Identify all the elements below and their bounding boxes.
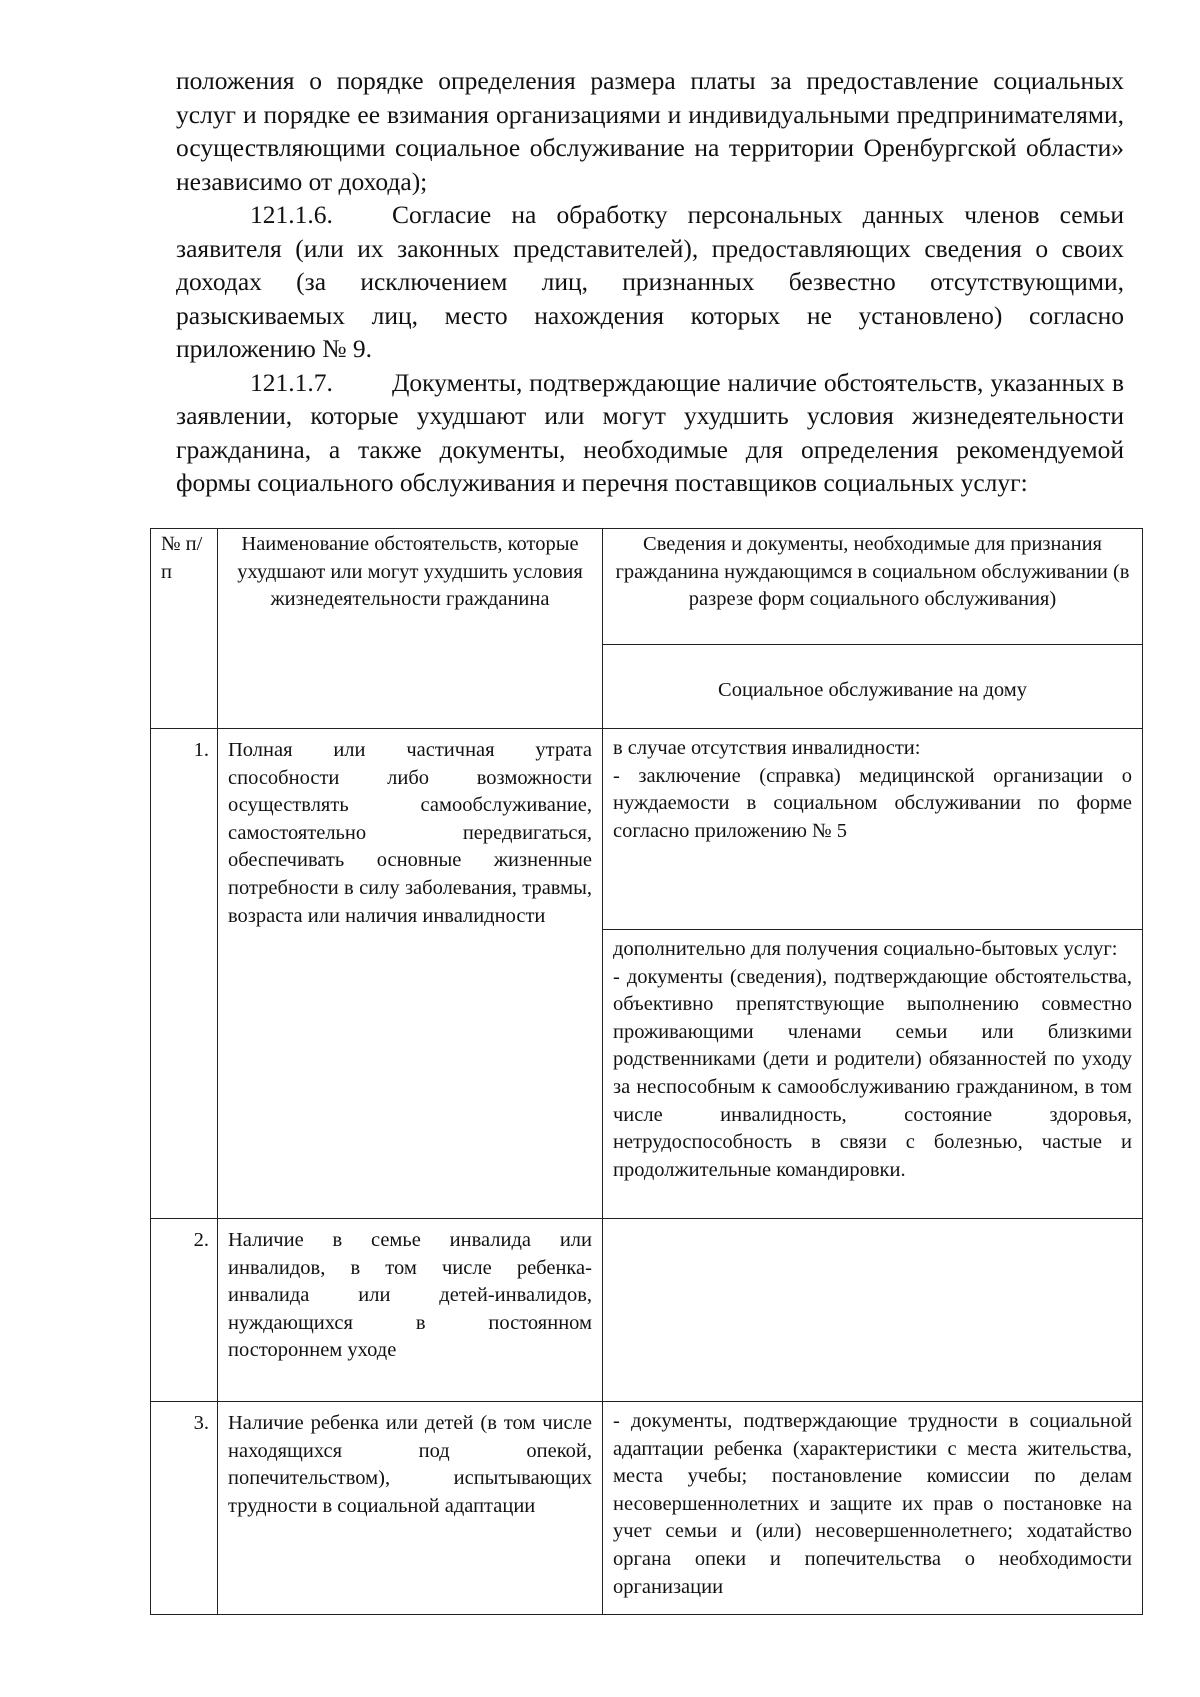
row-number: 3. <box>151 1402 218 1615</box>
clause-text: Согласие на обработку персональных данных членов семьи заявителя (или их законных представителей), предоставляющих сведения о своих доходах (за исключением лиц, признанных безвестно отсутствующими, разыскиваемых лиц, место нахождения которых не установлено) согласно приложению № 9. <box>176 200 1124 363</box>
table-row <box>151 1219 1143 1402</box>
clause-121-1-7 <box>176 366 1124 500</box>
header-number: № п/п <box>151 529 218 729</box>
documents-line: в случае отсутствия инвалидности: <box>613 737 921 759</box>
row-documents <box>603 729 1143 930</box>
clause-number: 121.1.7. <box>250 367 333 397</box>
documents-line: - заключение (справка) медицинской организации о нуждаемости в социальном обслуживании по форме согласно приложению № 5 <box>613 764 1132 842</box>
row-circumstance: Наличие в семье инвалида или инвалидов, в том числе ребенка-инвалида или детей-инвалидов, нуждающихся в постоянном постороннем уходе <box>218 1219 603 1402</box>
row-documents <box>603 930 1143 1219</box>
row-documents <box>603 1219 1143 1402</box>
clause-number: 121.1.6. <box>250 200 333 229</box>
clause-text: Документы, подтверждающие наличие обстоятельств, указанных в заявлении, которые ухудшают или могут ухудшить условия жизнедеятельности гражданина, а также документы, необходимые для определения рекомендуемой формы социального обслуживания и перечня поставщиков социальных услуг: <box>176 367 1124 497</box>
header-documents: Сведения и документы, необходимые для признания гражданина нуждающимся в социальном обслуживании (в разрезе форм социального обслуживания) <box>603 529 1143 645</box>
documents-line: - документы (сведения), подтверждающие обстоятельства, объективно препятствующие выполнению совместно проживающими членами семьи или близкими родственниками (дети и родители) обязанностей по уходу за неспособным к самообслуживанию гражданином, в том числе инвалидность, состояние здоровья, нетрудоспособность в связи с болезнью, частые и продолжительные командировки. <box>613 965 1132 1181</box>
clause-121-1-6 <box>176 198 1124 366</box>
table-row <box>151 1402 1143 1615</box>
documents-line: дополнительно для получения социально-бытовых услуг: <box>613 938 1118 960</box>
row-number: 2. <box>151 1219 218 1402</box>
intro-continuation: положения о порядке определения размера платы за предоставление социальных услуг и порядке ее взимания организациями и индивидуальными предпринимателями, осуществляющими социальное обслуживание на территории Оренбургской области» независимо от дохода); <box>176 66 1124 196</box>
header-service-form: Социальное обслуживание на дому <box>603 645 1143 729</box>
header-circumstance: Наименование обстоятельств, которые ухудшают или могут ухудшить условия жизнедеятельности гражданина <box>218 529 603 729</box>
intro-text <box>176 64 1124 500</box>
table-row <box>151 729 1143 930</box>
row-circumstance: Наличие ребенка или детей (в том числе находящихся под опекой, попечительством), испытывающих трудности в социальной адаптации <box>218 1402 603 1615</box>
row-number: 1. <box>151 729 218 1219</box>
row-documents: - документы, подтверждающие трудности в социальной адаптации ребенка (характеристики с места жительства, места учебы; постановление комиссии по делам несовершеннолетних и защите их прав о постановке на учет семьи и (или) несовершеннолетнего; ходатайство органа опеки и попечительства о необходимости организации <box>603 1402 1143 1615</box>
row-circumstance: Полная или частичная утрата способности либо возможности осуществлять самообслуживание, самостоятельно передвигаться, обеспечивать основные жизненные потребности в силу заболевания, травмы, возраста или наличия инвалидности <box>218 729 603 1219</box>
table-header-row <box>151 529 1143 645</box>
documents-table <box>150 528 1143 1615</box>
